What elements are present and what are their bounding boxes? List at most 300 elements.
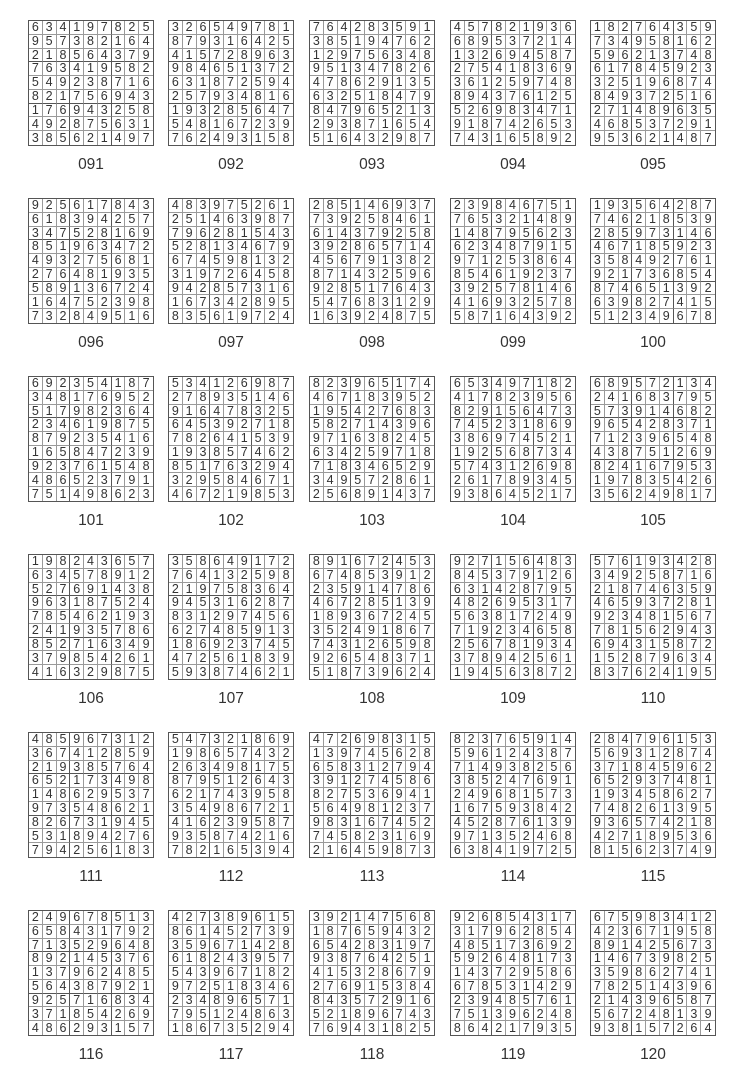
grid-cell: 4 bbox=[43, 76, 57, 90]
grid-cell: 2 bbox=[534, 487, 548, 501]
grid-cell: 2 bbox=[70, 432, 84, 446]
grid-cell: 6 bbox=[420, 583, 434, 597]
grid-cell: 3 bbox=[57, 939, 71, 953]
grid-cell: 8 bbox=[479, 651, 493, 665]
grid-cell: 2 bbox=[197, 980, 211, 994]
grid-cell: 2 bbox=[338, 418, 352, 432]
grid-cell: 6 bbox=[406, 35, 420, 49]
grid-cell: 7 bbox=[506, 90, 520, 104]
grid-cell: 1 bbox=[379, 802, 393, 816]
grid-cell: 3 bbox=[674, 21, 688, 35]
grid-cell: 6 bbox=[465, 1021, 479, 1035]
grid-cell: 1 bbox=[112, 610, 126, 624]
sudoku-grid bbox=[450, 20, 576, 146]
grid-cell: 9 bbox=[520, 966, 534, 980]
grid-cell: 5 bbox=[279, 911, 293, 925]
grid-cell: 9 bbox=[632, 911, 646, 925]
grid-cell: 5 bbox=[197, 49, 211, 63]
grid-cell: 5 bbox=[112, 788, 126, 802]
grid-cell: 3 bbox=[632, 747, 646, 761]
grid-cell: 7 bbox=[605, 911, 619, 925]
grid-cell: 6 bbox=[112, 117, 126, 131]
grid-cell: 6 bbox=[183, 487, 197, 501]
grid-cell: 5 bbox=[238, 104, 252, 118]
grid-cell: 9 bbox=[520, 268, 534, 282]
grid-cell: 9 bbox=[125, 295, 139, 309]
grid-cell: 2 bbox=[646, 418, 660, 432]
grid-cell: 1 bbox=[561, 432, 575, 446]
grid-cell: 1 bbox=[112, 227, 126, 241]
grid-cell: 3 bbox=[591, 966, 605, 980]
grid-cell: 9 bbox=[619, 747, 633, 761]
grid-cell: 8 bbox=[561, 295, 575, 309]
grid-cell: 2 bbox=[506, 747, 520, 761]
grid-cell: 8 bbox=[43, 473, 57, 487]
grid-cell: 7 bbox=[43, 432, 57, 446]
grid-cell: 6 bbox=[520, 90, 534, 104]
grid-cell: 7 bbox=[57, 227, 71, 241]
grid-cell: 4 bbox=[561, 925, 575, 939]
grid-cell: 5 bbox=[70, 939, 84, 953]
grid-cell: 8 bbox=[125, 966, 139, 980]
grid-cell: 6 bbox=[238, 596, 252, 610]
grid-cell: 9 bbox=[674, 62, 688, 76]
grid-cell: 2 bbox=[687, 240, 701, 254]
grid-cell: 4 bbox=[310, 391, 324, 405]
grid-cell: 4 bbox=[70, 268, 84, 282]
grid-cell: 8 bbox=[282, 130, 290, 145]
grid-cell: 7 bbox=[125, 240, 139, 254]
grid-cell: 7 bbox=[420, 939, 434, 953]
grid-cell: 4 bbox=[701, 268, 715, 282]
grid-cell: 7 bbox=[479, 802, 493, 816]
grid-cell: 8 bbox=[365, 802, 379, 816]
grid-cell: 1 bbox=[29, 966, 43, 980]
grid-cell: 6 bbox=[310, 446, 324, 460]
grid-cell: 9 bbox=[646, 432, 660, 446]
puzzle-number: 106 bbox=[78, 690, 104, 707]
grid-cell: 2 bbox=[70, 843, 84, 857]
grid-cell: 6 bbox=[98, 994, 112, 1008]
grid-cell: 7 bbox=[183, 391, 197, 405]
grid-cell: 3 bbox=[465, 487, 479, 501]
grid-cell: 4 bbox=[451, 816, 465, 830]
grid-cell: 5 bbox=[492, 35, 506, 49]
grid-cell: 5 bbox=[547, 117, 561, 131]
grid-cell: 5 bbox=[224, 62, 238, 76]
grid-cell: 6 bbox=[479, 295, 493, 309]
grid-cell: 4 bbox=[29, 254, 43, 268]
grid-cell: 4 bbox=[605, 569, 619, 583]
grid-cell: 5 bbox=[701, 802, 715, 816]
grid-cell: 1 bbox=[379, 487, 393, 501]
grid-cell: 4 bbox=[279, 76, 293, 90]
grid-cell: 2 bbox=[660, 90, 674, 104]
grid-cell: 9 bbox=[561, 213, 575, 227]
grid-cell: 5 bbox=[605, 254, 619, 268]
grid-cell: 4 bbox=[561, 35, 575, 49]
grid-cell: 5 bbox=[265, 131, 279, 145]
grid-cell: 6 bbox=[310, 227, 324, 241]
grid-cell: 4 bbox=[674, 473, 688, 487]
grid-cell: 8 bbox=[605, 624, 619, 638]
grid-cell: 8 bbox=[112, 199, 126, 213]
grid-cell: 2 bbox=[125, 487, 139, 501]
grid-cell: 9 bbox=[210, 802, 224, 816]
grid-cell: 2 bbox=[674, 1021, 688, 1035]
grid-cell: 3 bbox=[534, 309, 548, 323]
grid-cell: 9 bbox=[183, 747, 197, 761]
grid-cell: 7 bbox=[632, 952, 646, 966]
grid-cell: 8 bbox=[29, 240, 43, 254]
grid-cell: 7 bbox=[520, 610, 534, 624]
grid-cell: 9 bbox=[310, 432, 324, 446]
grid-cell: 8 bbox=[547, 213, 561, 227]
grid-cell: 5 bbox=[351, 994, 365, 1008]
grid-cell: 8 bbox=[139, 939, 153, 953]
grid-cell: 7 bbox=[465, 62, 479, 76]
grid-cell: 2 bbox=[57, 377, 71, 391]
grid-cell: 4 bbox=[252, 268, 266, 282]
grid-cell: 1 bbox=[324, 966, 338, 980]
grid-cell: 2 bbox=[451, 994, 465, 1008]
grid-cell: 4 bbox=[561, 254, 575, 268]
grid-cell: 4 bbox=[393, 925, 407, 939]
grid-cell: 7 bbox=[351, 49, 365, 63]
grid-cell: 8 bbox=[265, 21, 279, 35]
grid-cell: 7 bbox=[451, 761, 465, 775]
grid-cell: 3 bbox=[324, 747, 338, 761]
grid-cell: 5 bbox=[70, 473, 84, 487]
grid-cell: 5 bbox=[351, 473, 365, 487]
grid-cell: 4 bbox=[674, 131, 688, 145]
grid-cell: 2 bbox=[279, 966, 293, 980]
grid-cell: 2 bbox=[701, 405, 715, 419]
grid-cell: 5 bbox=[324, 487, 338, 501]
grid-cell: 3 bbox=[365, 131, 379, 145]
grid-cell: 1 bbox=[252, 391, 266, 405]
grid-cell: 6 bbox=[324, 596, 338, 610]
grid-cell: 3 bbox=[43, 966, 57, 980]
grid-cell: 8 bbox=[520, 62, 534, 76]
grid-cell: 6 bbox=[687, 610, 701, 624]
grid-cell: 7 bbox=[520, 1021, 534, 1035]
grid-cell: 1 bbox=[506, 62, 520, 76]
grid-cell: 4 bbox=[338, 446, 352, 460]
grid-cell: 8 bbox=[393, 309, 407, 323]
grid-cell: 4 bbox=[465, 788, 479, 802]
grid-cell: 5 bbox=[224, 747, 238, 761]
grid-cell: 6 bbox=[252, 240, 266, 254]
grid-cell: 3 bbox=[43, 309, 57, 323]
puzzle-number: 119 bbox=[500, 1046, 526, 1063]
grid-cell: 7 bbox=[169, 569, 183, 583]
grid-cell: 5 bbox=[591, 405, 605, 419]
grid-cell: 8 bbox=[197, 555, 211, 569]
grid-cell: 1 bbox=[351, 911, 365, 925]
grid-cell: 8 bbox=[687, 994, 701, 1008]
grid-cell: 4 bbox=[224, 21, 238, 35]
grid-cell: 3 bbox=[29, 131, 43, 145]
grid-cell: 2 bbox=[534, 268, 548, 282]
grid-cell: 4 bbox=[169, 911, 183, 925]
grid-cell: 3 bbox=[57, 254, 71, 268]
grid-cell: 7 bbox=[338, 788, 352, 802]
grid-cell: 8 bbox=[70, 446, 84, 460]
grid-cell: 3 bbox=[210, 35, 224, 49]
grid-cell: 4 bbox=[704, 1020, 712, 1035]
grid-cell: 1 bbox=[338, 555, 352, 569]
sudoku-puzzle bbox=[168, 732, 300, 904]
grid-cell: 4 bbox=[646, 62, 660, 76]
grid-cell: 6 bbox=[210, 309, 224, 323]
grid-cell: 5 bbox=[423, 308, 431, 323]
grid-cell: 3 bbox=[112, 952, 126, 966]
grid-cell: 6 bbox=[183, 131, 197, 145]
grid-cell: 8 bbox=[619, 117, 633, 131]
grid-cell: 9 bbox=[479, 199, 493, 213]
grid-cell: 6 bbox=[492, 487, 506, 501]
grid-cell: 4 bbox=[451, 596, 465, 610]
grid-cell: 4 bbox=[125, 90, 139, 104]
grid-cell: 1 bbox=[310, 405, 324, 419]
grid-cell: 6 bbox=[279, 829, 293, 843]
grid-cell: 2 bbox=[139, 733, 153, 747]
grid-cell: 5 bbox=[674, 432, 688, 446]
grid-cell: 2 bbox=[210, 487, 224, 501]
grid-cell: 2 bbox=[701, 638, 715, 652]
grid-cell: 7 bbox=[197, 90, 211, 104]
grid-cell: 2 bbox=[29, 268, 43, 282]
grid-cell: 2 bbox=[451, 788, 465, 802]
grid-cell: 5 bbox=[687, 733, 701, 747]
grid-cell: 9 bbox=[57, 282, 71, 296]
grid-cell: 2 bbox=[393, 952, 407, 966]
grid-cell: 2 bbox=[84, 939, 98, 953]
grid-cell: 4 bbox=[139, 35, 153, 49]
grid-cell: 2 bbox=[547, 569, 561, 583]
grid-cell: 8 bbox=[379, 651, 393, 665]
grid-cell: 7 bbox=[338, 104, 352, 118]
grid-cell: 2 bbox=[393, 432, 407, 446]
grid-cell: 7 bbox=[252, 21, 266, 35]
grid-cell: 2 bbox=[393, 802, 407, 816]
grid-cell: 5 bbox=[98, 254, 112, 268]
grid-cell: 8 bbox=[324, 418, 338, 432]
grid-cell: 5 bbox=[660, 638, 674, 652]
puzzle-number: 101 bbox=[78, 512, 104, 529]
grid-cell: 6 bbox=[57, 268, 71, 282]
grid-cell: 2 bbox=[351, 596, 365, 610]
grid-cell: 7 bbox=[279, 596, 293, 610]
grid-cell: 9 bbox=[687, 391, 701, 405]
grid-cell: 9 bbox=[674, 761, 688, 775]
grid-cell: 5 bbox=[279, 295, 293, 309]
grid-cell: 6 bbox=[183, 925, 197, 939]
grid-cell: 2 bbox=[646, 939, 660, 953]
grid-cell: 1 bbox=[619, 268, 633, 282]
grid-cell: 8 bbox=[183, 62, 197, 76]
grid-cell: 8 bbox=[591, 665, 605, 679]
grid-cell: 3 bbox=[197, 966, 211, 980]
grid-cell: 6 bbox=[169, 788, 183, 802]
grid-cell: 8 bbox=[112, 994, 126, 1008]
grid-cell: 4 bbox=[420, 761, 434, 775]
grid-cell: 3 bbox=[660, 227, 674, 241]
grid-cell: 3 bbox=[351, 460, 365, 474]
grid-cell: 1 bbox=[112, 1021, 126, 1035]
grid-cell: 5 bbox=[674, 90, 688, 104]
grid-cell: 3 bbox=[324, 90, 338, 104]
grid-cell: 1 bbox=[210, 569, 224, 583]
grid-cell: 7 bbox=[224, 665, 238, 679]
grid-cell: 4 bbox=[687, 624, 701, 638]
grid-cell: 6 bbox=[169, 952, 183, 966]
grid-cell: 3 bbox=[265, 117, 279, 131]
puzzle-number: 098 bbox=[359, 334, 385, 351]
grid-cell: 7 bbox=[265, 761, 279, 775]
grid-cell: 6 bbox=[365, 240, 379, 254]
grid-cell: 6 bbox=[210, 747, 224, 761]
grid-cell: 5 bbox=[547, 925, 561, 939]
puzzle-number: 108 bbox=[359, 690, 385, 707]
grid-cell: 3 bbox=[310, 473, 324, 487]
grid-cell: 2 bbox=[632, 569, 646, 583]
grid-cell: 2 bbox=[43, 994, 57, 1008]
grid-cell: 2 bbox=[252, 117, 266, 131]
grid-cell: 6 bbox=[338, 843, 352, 857]
grid-cell: 5 bbox=[224, 925, 238, 939]
grid-cell: 1 bbox=[265, 829, 279, 843]
grid-cell: 7 bbox=[534, 199, 548, 213]
grid-cell: 6 bbox=[43, 62, 57, 76]
grid-cell: 9 bbox=[265, 76, 279, 90]
grid-cell: 1 bbox=[492, 131, 506, 145]
grid-cell: 2 bbox=[279, 254, 293, 268]
grid-cell: 5 bbox=[265, 268, 279, 282]
grid-cell: 8 bbox=[632, 966, 646, 980]
grid-cell: 3 bbox=[279, 774, 293, 788]
grid-cell: 3 bbox=[506, 418, 520, 432]
grid-cell: 9 bbox=[183, 446, 197, 460]
grid-cell: 8 bbox=[451, 405, 465, 419]
grid-cell: 2 bbox=[324, 788, 338, 802]
grid-cell: 9 bbox=[29, 199, 43, 213]
grid-cell: 1 bbox=[406, 569, 420, 583]
grid-cell: 3 bbox=[279, 1007, 293, 1021]
grid-cell: 2 bbox=[265, 665, 279, 679]
grid-cell: 1 bbox=[547, 35, 561, 49]
grid-cell: 4 bbox=[465, 131, 479, 145]
grid-cell: 8 bbox=[492, 21, 506, 35]
grid-cell: 5 bbox=[210, 774, 224, 788]
grid-cell: 7 bbox=[338, 596, 352, 610]
grid-cell: 4 bbox=[393, 487, 407, 501]
grid-cell: 6 bbox=[252, 104, 266, 118]
grid-cell: 4 bbox=[479, 268, 493, 282]
grid-cell: 4 bbox=[591, 446, 605, 460]
grid-cell: 6 bbox=[561, 282, 575, 296]
grid-cell: 7 bbox=[197, 624, 211, 638]
grid-cell: 5 bbox=[646, 446, 660, 460]
grid-cell: 3 bbox=[674, 802, 688, 816]
grid-cell: 4 bbox=[451, 295, 465, 309]
grid-cell: 1 bbox=[365, 761, 379, 775]
grid-cell: 4 bbox=[351, 268, 365, 282]
grid-cell: 4 bbox=[70, 747, 84, 761]
grid-cell: 3 bbox=[379, 569, 393, 583]
grid-cell: 6 bbox=[660, 432, 674, 446]
grid-cell: 3 bbox=[406, 487, 420, 501]
grid-cell: 9 bbox=[420, 460, 434, 474]
grid-cell: 9 bbox=[84, 213, 98, 227]
grid-cell: 1 bbox=[139, 802, 153, 816]
grid-cell: 2 bbox=[252, 1021, 266, 1035]
grid-cell: 2 bbox=[520, 460, 534, 474]
grid-cell: 2 bbox=[492, 774, 506, 788]
grid-cell: 9 bbox=[252, 624, 266, 638]
grid-cell: 2 bbox=[420, 35, 434, 49]
grid-cell: 1 bbox=[687, 816, 701, 830]
grid-cell: 4 bbox=[506, 199, 520, 213]
grid-cell: 5 bbox=[197, 309, 211, 323]
grid-cell: 4 bbox=[591, 829, 605, 843]
grid-cell: 8 bbox=[98, 227, 112, 241]
grid-cell: 1 bbox=[379, 1021, 393, 1035]
grid-cell: 7 bbox=[660, 460, 674, 474]
grid-cell: 1 bbox=[70, 282, 84, 296]
grid-cell: 9 bbox=[169, 596, 183, 610]
grid-cell: 9 bbox=[379, 227, 393, 241]
grid-cell: 1 bbox=[224, 487, 238, 501]
grid-cell: 9 bbox=[98, 939, 112, 953]
grid-cell: 8 bbox=[393, 62, 407, 76]
grid-cell: 5 bbox=[70, 569, 84, 583]
grid-cell: 3 bbox=[252, 980, 266, 994]
grid-cell: 4 bbox=[492, 583, 506, 597]
grid-cell: 6 bbox=[687, 35, 701, 49]
grid-cell: 7 bbox=[674, 569, 688, 583]
grid-cell: 3 bbox=[674, 583, 688, 597]
grid-cell: 5 bbox=[687, 460, 701, 474]
grid-cell: 2 bbox=[169, 583, 183, 597]
grid-cell: 7 bbox=[704, 130, 712, 145]
grid-cell: 2 bbox=[379, 131, 393, 145]
grid-cell: 2 bbox=[98, 35, 112, 49]
grid-cell: 9 bbox=[324, 117, 338, 131]
grid-cell: 6 bbox=[57, 104, 71, 118]
grid-cell: 7 bbox=[619, 473, 633, 487]
grid-cell: 6 bbox=[605, 596, 619, 610]
grid-cell: 8 bbox=[252, 90, 266, 104]
grid-cell: 2 bbox=[451, 473, 465, 487]
grid-cell: 7 bbox=[547, 788, 561, 802]
grid-cell: 8 bbox=[238, 583, 252, 597]
grid-cell: 7 bbox=[393, 1007, 407, 1021]
grid-cell: 6 bbox=[632, 665, 646, 679]
grid-cell: 3 bbox=[210, 911, 224, 925]
grid-cell: 3 bbox=[605, 1021, 619, 1035]
grid-cell: 6 bbox=[674, 788, 688, 802]
puzzle-number: 096 bbox=[78, 334, 104, 351]
grid-cell: 6 bbox=[310, 569, 324, 583]
grid-cell: 1 bbox=[605, 309, 619, 323]
grid-cell: 1 bbox=[674, 377, 688, 391]
grid-cell: 2 bbox=[465, 405, 479, 419]
grid-cell: 5 bbox=[393, 460, 407, 474]
puzzle-number: 117 bbox=[218, 1046, 244, 1063]
grid-cell: 2 bbox=[338, 624, 352, 638]
